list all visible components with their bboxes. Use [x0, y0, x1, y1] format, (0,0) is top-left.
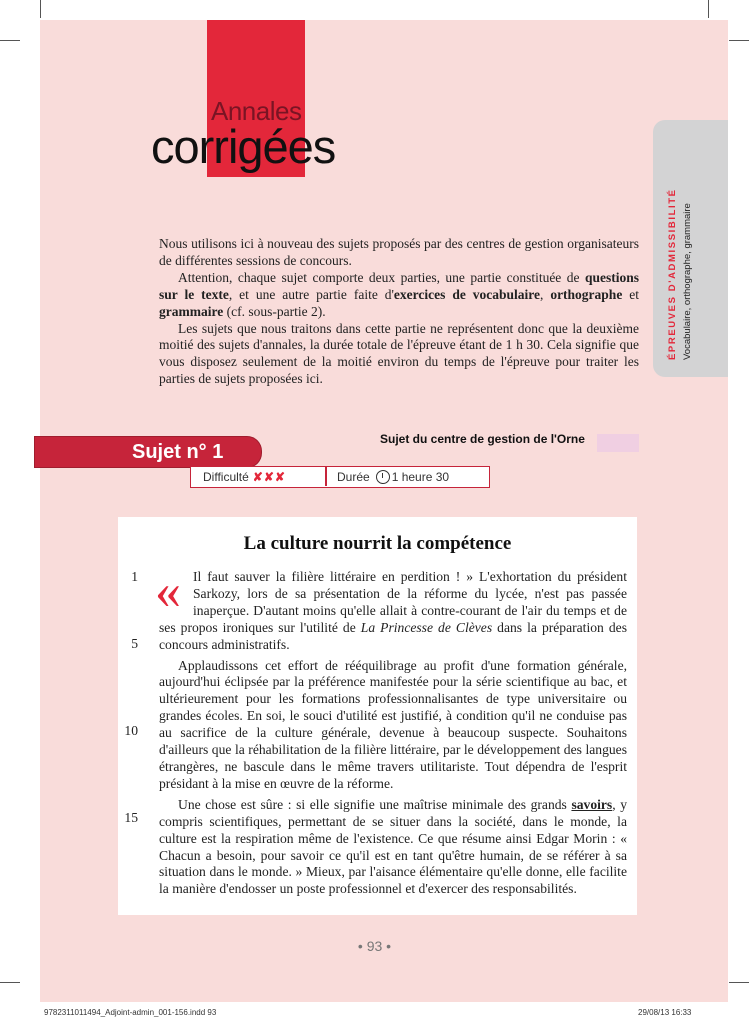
text-body	[155, 563, 628, 902]
intro-paragraph	[159, 270, 639, 321]
text-run: , et une autre partie faite d'	[228, 286, 394, 302]
clock-icon	[376, 470, 390, 484]
difficulty-marks-icon: ✘✘✘	[252, 470, 286, 484]
crop-mark	[0, 982, 20, 983]
text-paragraph	[159, 797, 627, 898]
text-paragraph: Applaudissons cet effort de rééquilibrage au profit d'une formation générale, aujourd'hui éclipsée par la préférence manifestée pour la série scientifique au bac, et ultérieurement pour les formations professionnalisantes de type universitaire ou grandes écoles. En soi, le souci d'utilité est justifié, à condition qu'il ne conduise pas au sacrifice de la culture générale, devenue à beaucoup suspecte. Souhaitons d'ailleurs que la réhabilitation de la filière littéraire, par le développement des langues étrangères, ne bascule dans le même travers utilitariste. Tout dépendra de l'esprit présidant à la mise en œuvre de la réforme.	[159, 657, 627, 791]
crop-mark	[729, 982, 749, 983]
line-number: 1	[131, 569, 138, 584]
intro-paragraph: Nous utilisons ici à nouveau des sujets proposés par des centres de gestion organisateurs de différentes sessions de concours.	[159, 236, 639, 268]
difficulty-label: Difficulté	[203, 470, 249, 484]
sujet-label: Sujet n° 1	[132, 441, 224, 463]
text-run: Il faut sauver la filière littéraire en perdition ! » L'exhortation du président Sarkozy, lors de sa présentation de la réforme du lycée, n'est pas passée inaperçue. D'autant moins qu'elle allait à contre-courant de l'air du temps et de ses propos ironiques sur l'utilité de	[159, 569, 627, 635]
info-divider	[325, 467, 327, 486]
footer-date: 29/08/13 16:33	[638, 1008, 692, 1017]
bold-term: questions sur le texte	[159, 269, 639, 302]
crop-mark	[0, 40, 20, 41]
section-side-text	[665, 188, 695, 360]
page-number: • 93 •	[357, 938, 392, 954]
bold-term: grammaire	[159, 303, 224, 319]
centre-highlight	[597, 434, 639, 452]
bold-term: exercices de vocabulaire	[393, 286, 540, 302]
italic-title: La Princesse de Clèves	[360, 619, 493, 635]
crop-mark	[729, 40, 749, 41]
line-number: 10	[124, 723, 138, 738]
crop-mark	[708, 0, 709, 18]
source-text-box	[118, 517, 637, 915]
sujet-info-bar	[190, 466, 490, 488]
side-tab-title: ÉPREUVES D'ADMISSIBILITÉ	[667, 188, 678, 360]
header-title-small: Annales	[211, 96, 302, 126]
crop-mark	[40, 0, 41, 18]
intro-text	[159, 236, 639, 388]
sujet-centre: Sujet du centre de gestion de l'Orne	[380, 432, 585, 446]
text-run: ,	[540, 286, 551, 302]
opening-quote-icon: «	[155, 563, 181, 620]
header-title-large: corrigées	[151, 120, 336, 173]
duration-value: 1 heure 30	[391, 470, 450, 484]
text-run: dans la préparation des concours administratifs.	[159, 619, 627, 652]
bold-term: orthographe	[550, 286, 623, 302]
text-run: Attention, chaque sujet comporte deux parties, une partie constituée de	[178, 269, 585, 285]
text-run: Une chose est sûre : si elle signifie une maîtrise minimale des grands	[178, 796, 572, 812]
text-run: et	[622, 286, 639, 302]
footer-file: 9782311011494_Adjoint-admin_001-156.indd 93	[44, 1008, 217, 1017]
side-tab-subtitle: Vocabulaire, orthographe, grammaire	[682, 203, 693, 360]
underlined-term: savoirs	[571, 796, 613, 812]
duration-label: Durée	[337, 470, 370, 484]
line-number: 15	[124, 810, 138, 825]
text-run: , y compris scientifiques, permettant de se situer dans la société, dans le monde, la culture est la respiration même de l'existence. Ce que résume ainsi Edgar Morin : « Chacun a besoin, pour savoir ce qu'il est en tant qu'être humain, de se référer à sa situation dans le monde. » Mieux, par l'aisance élémentaire qu'elle donne, elle facilite la manière d'endosser un poste professionnel et d'exercer des responsabilités.	[159, 796, 628, 897]
difficulty-field	[203, 470, 286, 484]
text-paragraph	[155, 563, 627, 654]
duration-field	[337, 470, 449, 484]
text-title: La culture nourrit la compétence	[243, 533, 512, 554]
line-number: 5	[131, 636, 138, 651]
intro-paragraph: Les sujets que nous traitons dans cette partie ne représentent donc que la deuxième moitié des sujets d'annales, la durée totale de l'épreuve étant de 1 h 30. Cela signifie que vous disposez seulement de la moitié environ du temps de l'épreuve pour traiter les parties de sujets proposées ici.	[159, 320, 639, 387]
text-run: (cf. sous-partie 2).	[223, 303, 326, 319]
